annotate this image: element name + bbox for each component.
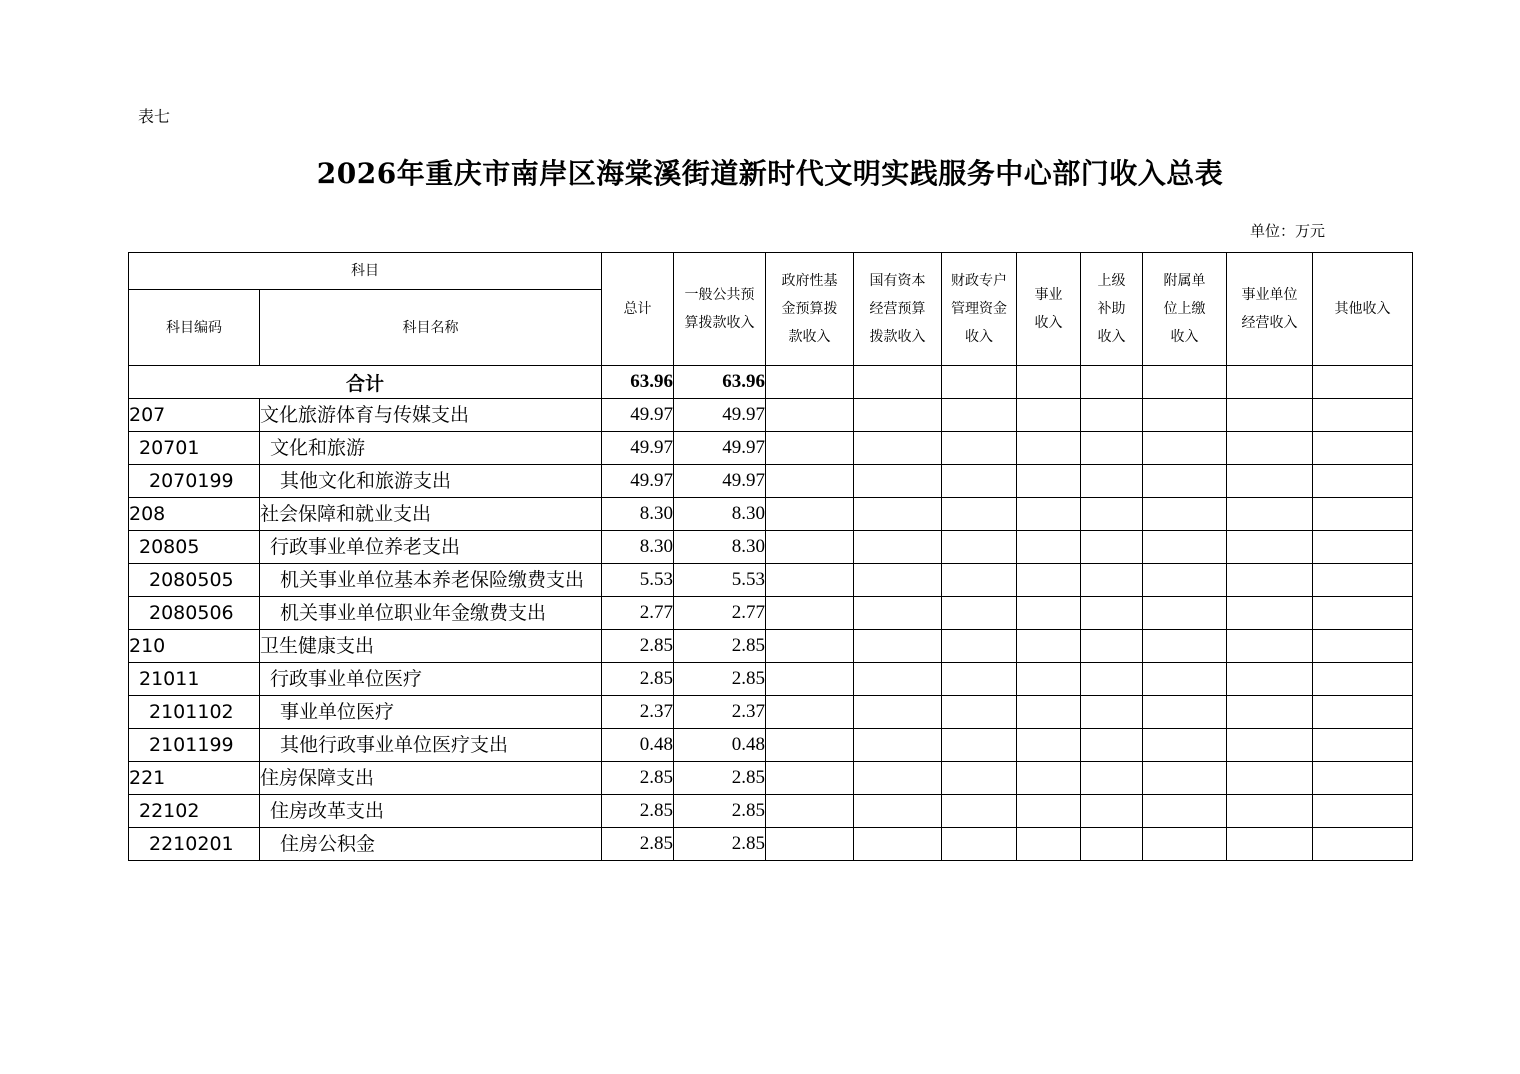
total-label: 合计: [129, 366, 602, 399]
empty-cell: [1227, 531, 1313, 564]
empty-cell: [1017, 696, 1081, 729]
header-operating: 事业单位经营收入: [1227, 253, 1313, 366]
empty-cell: [766, 663, 854, 696]
empty-cell: [854, 366, 942, 399]
empty-cell: [942, 663, 1017, 696]
empty-cell: [766, 399, 854, 432]
subject-name-text: 卫生健康支出: [260, 635, 375, 657]
header-total: 总计: [602, 253, 674, 366]
header-superior-subsidy: 上级补助收入: [1081, 253, 1143, 366]
empty-cell: [1081, 432, 1143, 465]
subject-name: [260, 729, 602, 762]
empty-cell: [854, 498, 942, 531]
table-row: [129, 465, 1413, 498]
subject-code-text: 2070199: [149, 470, 234, 492]
header-business: 事业收入: [1017, 253, 1081, 366]
subject-code-text: 21011: [139, 668, 200, 690]
empty-cell: [942, 828, 1017, 861]
row-total: 49.97: [602, 465, 674, 498]
table-row: [129, 498, 1413, 531]
empty-cell: [1143, 564, 1227, 597]
empty-cell: [1017, 564, 1081, 597]
empty-cell: [1081, 729, 1143, 762]
empty-cell: [1081, 630, 1143, 663]
subject-code-text: 2210201: [149, 833, 234, 855]
subject-name: [260, 564, 602, 597]
subject-name-text: 住房保障支出: [260, 767, 375, 789]
empty-cell: [1227, 399, 1313, 432]
total-row: [129, 366, 1413, 399]
empty-cell: [1017, 432, 1081, 465]
empty-cell: [1017, 663, 1081, 696]
row-general-budget: 2.85: [674, 630, 766, 663]
empty-cell: [942, 696, 1017, 729]
empty-cell: [1143, 828, 1227, 861]
empty-cell: [1017, 828, 1081, 861]
table-row: [129, 663, 1413, 696]
empty-cell: [1017, 399, 1081, 432]
row-total: 49.97: [602, 399, 674, 432]
subject-code-text: 22102: [139, 800, 200, 822]
empty-cell: [1081, 498, 1143, 531]
subject-name: [260, 663, 602, 696]
empty-cell: [1313, 366, 1413, 399]
row-general-budget: 2.37: [674, 696, 766, 729]
empty-cell: [766, 564, 854, 597]
empty-cell: [1227, 465, 1313, 498]
subject-name: [260, 465, 602, 498]
empty-cell: [1081, 531, 1143, 564]
row-general-budget: 49.97: [674, 432, 766, 465]
table-row: [129, 762, 1413, 795]
empty-cell: [1313, 399, 1413, 432]
page-title: 2026年重庆市南岸区海棠溪街道新时代文明实践服务中心部门收入总表: [316, 157, 1224, 190]
subject-name: [260, 696, 602, 729]
row-total: 2.77: [602, 597, 674, 630]
header-gov-fund: 政府性基金预算拨款收入: [766, 253, 854, 366]
empty-cell: [854, 696, 942, 729]
subject-name: [260, 597, 602, 630]
header-fiscal-special: 财政专户管理资金收入: [942, 253, 1017, 366]
empty-cell: [766, 630, 854, 663]
empty-cell: [1227, 498, 1313, 531]
subject-code: [129, 564, 260, 597]
empty-cell: [1313, 663, 1413, 696]
row-general-budget: 8.30: [674, 531, 766, 564]
empty-cell: [766, 465, 854, 498]
empty-cell: [766, 366, 854, 399]
empty-cell: [942, 366, 1017, 399]
table-row: [129, 564, 1413, 597]
empty-cell: [1313, 498, 1413, 531]
header-subject: 科目: [129, 253, 602, 290]
subject-code-text: 208: [129, 503, 166, 525]
table-row: [129, 432, 1413, 465]
empty-cell: [1143, 399, 1227, 432]
subject-name-text: 其他行政事业单位医疗支出: [280, 734, 509, 756]
empty-cell: [1227, 597, 1313, 630]
row-total: 2.85: [602, 795, 674, 828]
empty-cell: [766, 762, 854, 795]
subject-name: [260, 432, 602, 465]
empty-cell: [1313, 531, 1413, 564]
empty-cell: [942, 762, 1017, 795]
subject-code-text: 2080505: [149, 569, 234, 591]
subject-name: [260, 795, 602, 828]
empty-cell: [766, 795, 854, 828]
row-general-budget: 2.85: [674, 795, 766, 828]
row-general-budget: 2.77: [674, 597, 766, 630]
header-code: 科目编码: [129, 290, 260, 366]
empty-cell: [1017, 795, 1081, 828]
subject-code: [129, 729, 260, 762]
row-total: 49.97: [602, 432, 674, 465]
empty-cell: [854, 564, 942, 597]
empty-cell: [1017, 465, 1081, 498]
subject-code-text: 221: [129, 767, 166, 789]
subject-code: [129, 795, 260, 828]
subject-name-text: 机关事业单位职业年金缴费支出: [280, 602, 547, 624]
empty-cell: [766, 531, 854, 564]
subject-name: [260, 531, 602, 564]
subject-code: [129, 465, 260, 498]
empty-cell: [1081, 828, 1143, 861]
subject-name-text: 机关事业单位基本养老保险缴费支出: [280, 569, 585, 591]
table-row: [129, 696, 1413, 729]
empty-cell: [1313, 630, 1413, 663]
subject-name: [260, 498, 602, 531]
empty-cell: [854, 465, 942, 498]
subject-name-text: 事业单位医疗: [280, 701, 395, 723]
subject-name-text: 文化旅游体育与传媒支出: [260, 404, 470, 426]
empty-cell: [1081, 465, 1143, 498]
subject-code: [129, 432, 260, 465]
empty-cell: [1017, 630, 1081, 663]
empty-cell: [1313, 828, 1413, 861]
empty-cell: [1313, 795, 1413, 828]
empty-cell: [766, 729, 854, 762]
subject-code-text: 207: [129, 404, 166, 426]
row-total: 8.30: [602, 498, 674, 531]
empty-cell: [1143, 663, 1227, 696]
header-state-capital: 国有资本经营预算拨款收入: [854, 253, 942, 366]
empty-cell: [1143, 531, 1227, 564]
subject-code: [129, 399, 260, 432]
empty-cell: [942, 795, 1017, 828]
empty-cell: [1081, 795, 1143, 828]
empty-cell: [942, 399, 1017, 432]
empty-cell: [854, 729, 942, 762]
empty-cell: [942, 465, 1017, 498]
empty-cell: [1143, 762, 1227, 795]
subject-code: [129, 531, 260, 564]
empty-cell: [766, 432, 854, 465]
empty-cell: [1017, 597, 1081, 630]
empty-cell: [1143, 597, 1227, 630]
empty-cell: [766, 828, 854, 861]
subject-code: [129, 762, 260, 795]
subject-name: [260, 399, 602, 432]
empty-cell: [766, 498, 854, 531]
empty-cell: [1143, 432, 1227, 465]
empty-cell: [766, 597, 854, 630]
empty-cell: [1227, 795, 1313, 828]
subject-name-text: 文化和旅游: [270, 437, 366, 459]
row-total: 2.37: [602, 696, 674, 729]
empty-cell: [1227, 729, 1313, 762]
empty-cell: [1143, 696, 1227, 729]
subject-name-text: 社会保障和就业支出: [260, 503, 432, 525]
row-general-budget: 2.85: [674, 663, 766, 696]
subject-code: [129, 663, 260, 696]
subject-code: [129, 498, 260, 531]
empty-cell: [1227, 564, 1313, 597]
row-general-budget: 2.85: [674, 828, 766, 861]
empty-cell: [854, 795, 942, 828]
empty-cell: [942, 564, 1017, 597]
table-row: [129, 828, 1413, 861]
empty-cell: [1227, 663, 1313, 696]
empty-cell: [942, 531, 1017, 564]
header-name: 科目名称: [260, 290, 602, 366]
subject-name: [260, 828, 602, 861]
table-label: 表七: [138, 107, 171, 126]
empty-cell: [1313, 696, 1413, 729]
empty-cell: [1017, 531, 1081, 564]
table-row: [129, 597, 1413, 630]
empty-cell: [1227, 630, 1313, 663]
header-affiliated: 附属单位上缴收入: [1143, 253, 1227, 366]
empty-cell: [942, 729, 1017, 762]
row-general-budget: 5.53: [674, 564, 766, 597]
empty-cell: [1227, 696, 1313, 729]
empty-cell: [1143, 465, 1227, 498]
empty-cell: [854, 828, 942, 861]
header-other: 其他收入: [1313, 253, 1413, 366]
subject-name-text: 住房公积金: [280, 833, 376, 855]
empty-cell: [1313, 597, 1413, 630]
subject-code: [129, 696, 260, 729]
row-general-budget: 0.48: [674, 729, 766, 762]
subject-code-text: 20805: [139, 536, 200, 558]
row-total: 8.30: [602, 531, 674, 564]
row-total: 2.85: [602, 630, 674, 663]
table-row: [129, 729, 1413, 762]
empty-cell: [942, 498, 1017, 531]
empty-cell: [1227, 762, 1313, 795]
empty-cell: [1017, 762, 1081, 795]
row-total: 2.85: [602, 828, 674, 861]
empty-cell: [854, 663, 942, 696]
empty-cell: [1017, 498, 1081, 531]
total-sum: 63.96: [602, 366, 674, 399]
empty-cell: [942, 597, 1017, 630]
empty-cell: [1143, 795, 1227, 828]
subject-name-text: 行政事业单位医疗: [270, 668, 423, 690]
subject-name-text: 住房改革支出: [270, 800, 385, 822]
subject-name-text: 其他文化和旅游支出: [280, 470, 452, 492]
empty-cell: [1081, 366, 1143, 399]
empty-cell: [1227, 432, 1313, 465]
empty-cell: [854, 597, 942, 630]
row-general-budget: 49.97: [674, 399, 766, 432]
row-general-budget: 8.30: [674, 498, 766, 531]
empty-cell: [1081, 663, 1143, 696]
row-total: 2.85: [602, 762, 674, 795]
row-total: 2.85: [602, 663, 674, 696]
empty-cell: [1313, 762, 1413, 795]
row-total: 0.48: [602, 729, 674, 762]
empty-cell: [1227, 366, 1313, 399]
empty-cell: [1017, 729, 1081, 762]
empty-cell: [1143, 630, 1227, 663]
empty-cell: [1081, 564, 1143, 597]
empty-cell: [1313, 729, 1413, 762]
subject-code-text: 2101199: [149, 734, 234, 756]
subject-name-text: 行政事业单位养老支出: [270, 536, 461, 558]
header-general-budget: 一般公共预算拨款收入: [674, 253, 766, 366]
empty-cell: [1081, 762, 1143, 795]
subject-code-text: 20701: [139, 437, 200, 459]
empty-cell: [1227, 828, 1313, 861]
empty-cell: [766, 696, 854, 729]
empty-cell: [854, 531, 942, 564]
empty-cell: [1143, 366, 1227, 399]
row-total: 5.53: [602, 564, 674, 597]
subject-code: [129, 597, 260, 630]
empty-cell: [1143, 729, 1227, 762]
table-row: [129, 795, 1413, 828]
empty-cell: [942, 432, 1017, 465]
subject-code: [129, 630, 260, 663]
empty-cell: [1143, 498, 1227, 531]
subject-name: [260, 630, 602, 663]
total-general: 63.96: [674, 366, 766, 399]
table-row: [129, 630, 1413, 663]
subject-code-text: 2101102: [149, 701, 234, 723]
row-general-budget: 2.85: [674, 762, 766, 795]
empty-cell: [1313, 432, 1413, 465]
empty-cell: [942, 630, 1017, 663]
subject-name: [260, 762, 602, 795]
subject-code: [129, 828, 260, 861]
row-general-budget: 49.97: [674, 465, 766, 498]
empty-cell: [1313, 564, 1413, 597]
unit-label: 单位：万元: [1249, 222, 1325, 240]
table-body: [129, 366, 1413, 861]
table-row: [129, 531, 1413, 564]
empty-cell: [1081, 597, 1143, 630]
empty-cell: [854, 762, 942, 795]
subject-code-text: 2080506: [149, 602, 234, 624]
empty-cell: [1081, 696, 1143, 729]
empty-cell: [1313, 465, 1413, 498]
empty-cell: [1081, 399, 1143, 432]
table-row: [129, 399, 1413, 432]
income-table: [128, 252, 1413, 861]
empty-cell: [854, 630, 942, 663]
empty-cell: [854, 432, 942, 465]
subject-code-text: 210: [129, 635, 166, 657]
empty-cell: [1017, 366, 1081, 399]
empty-cell: [854, 399, 942, 432]
